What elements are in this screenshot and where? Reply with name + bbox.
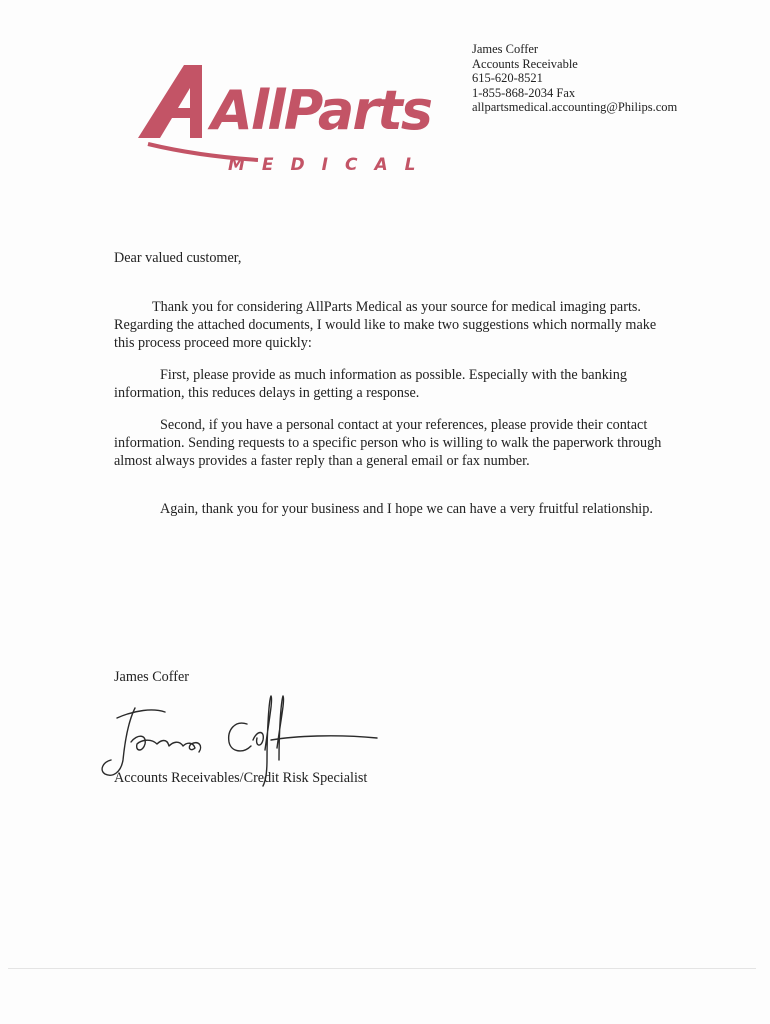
closing-title: Accounts Receivables/Credit Risk Specialist <box>114 770 368 786</box>
contact-email: allpartsmedical.accounting@Philips.com <box>472 100 678 114</box>
contact-block <box>472 42 677 115</box>
paragraph-1: Thank you for considering AllParts Medical as your source for medical imaging parts. Regarding the attached documents, I would like to make two suggestions which normally make this process proceed more quickly: <box>114 299 657 351</box>
paragraph-4: Again, thank you for your business and I hope we can have a very fruitful relationship. <box>160 501 653 517</box>
contact-fax: 1-855-868-2034 Fax <box>472 85 576 100</box>
paragraph-3: Second, if you have a personal contact at your references, please provide their contact information. Sending requests to a specific person who is willing to walk the paperwork through almost always provides a faster reply than a general email or fax number. <box>114 417 662 469</box>
allparts-medical-logo <box>138 60 433 178</box>
salutation: Dear valued customer, <box>114 250 242 266</box>
scan-edge-line <box>8 968 756 969</box>
logo-brand-text: AllParts <box>211 79 431 142</box>
paragraph-2: First, please provide as much information as possible. Especially with the banking information, this reduces delays in getting a response. <box>114 367 627 401</box>
logo-sub-text: MEDICAL <box>228 155 433 175</box>
contact-department: Accounts Receivable <box>472 56 578 71</box>
contact-name: James Coffer <box>472 42 539 56</box>
closing-name: James Coffer <box>114 669 189 685</box>
contact-phone: 615-620-8521 <box>472 71 543 85</box>
